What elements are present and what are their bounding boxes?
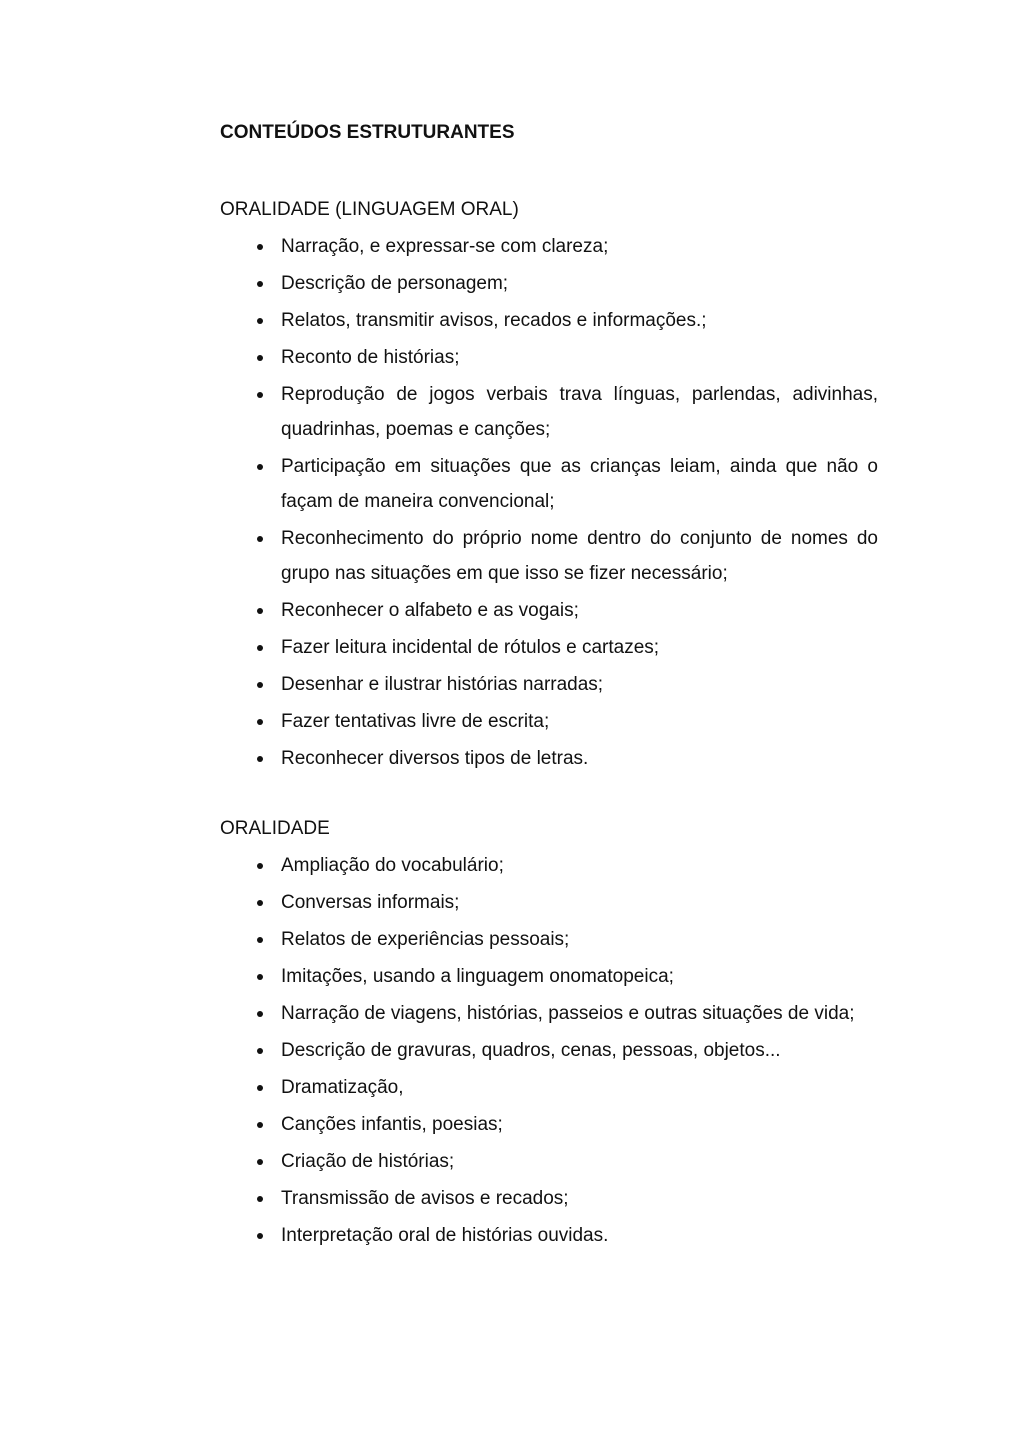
list-item — [220, 741, 878, 776]
list-item-text: Relatos de experiências pessoais; — [281, 929, 570, 950]
bullet-icon — [257, 281, 263, 287]
list-item — [220, 340, 878, 375]
bullet-icon — [257, 1196, 263, 1202]
bullet-icon — [257, 1085, 263, 1091]
list-item — [220, 1107, 878, 1142]
list-item — [220, 593, 878, 628]
list-item — [220, 704, 878, 739]
list-item-text: Interpretação oral de histórias ouvidas. — [281, 1225, 609, 1246]
list-item — [220, 229, 878, 264]
list-item — [220, 1218, 878, 1253]
list-item — [220, 1070, 878, 1105]
list-item-text: Ampliação do vocabulário; — [281, 855, 504, 876]
list-item — [220, 303, 878, 338]
list-item-text: Reconhecer diversos tipos de letras. — [281, 748, 589, 769]
list-item-text: Reprodução de jogos verbais trava línguas, parlendas, adivinhas, quadrinhas, poemas e canções; — [281, 384, 878, 440]
bullet-icon — [257, 608, 263, 614]
bullet-icon — [257, 244, 263, 250]
bullet-icon — [257, 1048, 263, 1054]
bullet-icon — [257, 756, 263, 762]
bullet-icon — [257, 900, 263, 906]
list-item-text: Reconto de histórias; — [281, 347, 460, 368]
list-item — [220, 1181, 878, 1216]
bullet-icon — [257, 974, 263, 980]
list-item-text: Reconhecer o alfabeto e as vogais; — [281, 600, 579, 621]
bullet-icon — [257, 1159, 263, 1165]
list-item — [220, 266, 878, 301]
section-heading-oralidade-linguagem-oral: ORALIDADE (LINGUAGEM ORAL) — [220, 199, 519, 220]
document-title: CONTEÚDOS ESTRUTURANTES — [220, 122, 515, 143]
list-item-text: Transmissão de avisos e recados; — [281, 1188, 569, 1209]
list-item — [220, 959, 878, 994]
list-item-text: Desenhar e ilustrar histórias narradas; — [281, 674, 604, 695]
list-item — [220, 630, 878, 665]
bullet-icon — [257, 1122, 263, 1128]
list-item-text: Descrição de personagem; — [281, 273, 509, 294]
list-item-text: Fazer tentativas livre de escrita; — [281, 711, 550, 732]
list-item — [220, 449, 878, 519]
bullet-icon — [257, 1011, 263, 1017]
bullet-icon — [257, 392, 263, 398]
list-item-text: Imitações, usando a linguagem onomatopeica; — [281, 966, 674, 987]
bullet-list-oralidade-linguagem-oral — [220, 229, 878, 776]
list-item-text: Canções infantis, poesias; — [281, 1114, 503, 1135]
list-item — [220, 996, 878, 1031]
bullet-icon — [257, 645, 263, 651]
bullet-list-oralidade — [220, 848, 878, 1253]
bullet-icon — [257, 682, 263, 688]
bullet-icon — [257, 719, 263, 725]
list-item-text: Relatos, transmitir avisos, recados e informações.; — [281, 310, 707, 331]
bullet-icon — [257, 464, 263, 470]
list-item — [220, 1033, 878, 1068]
list-item — [220, 521, 878, 591]
list-item-text: Dramatização, — [281, 1077, 404, 1098]
list-item — [220, 922, 878, 957]
list-item — [220, 1144, 878, 1179]
list-item — [220, 885, 878, 920]
list-item-text: Reconhecimento do próprio nome dentro do conjunto de nomes do grupo nas situações em que isso se fizer necessário; — [281, 528, 878, 584]
bullet-icon — [257, 318, 263, 324]
section-heading-oralidade: ORALIDADE — [220, 818, 330, 839]
list-item — [220, 848, 878, 883]
list-item-text: Narração, e expressar-se com clareza; — [281, 236, 609, 257]
list-item — [220, 377, 878, 447]
list-item-text: Participação em situações que as crianças leiam, ainda que não o façam de maneira convencional; — [281, 456, 878, 512]
bullet-icon — [257, 1233, 263, 1239]
list-item — [220, 667, 878, 702]
list-item-text: Narração de viagens, histórias, passeios e outras situações de vida; — [281, 1003, 855, 1024]
bullet-icon — [257, 355, 263, 361]
list-item-text: Conversas informais; — [281, 892, 460, 913]
bullet-icon — [257, 536, 263, 542]
list-item-text: Descrição de gravuras, quadros, cenas, pessoas, objetos... — [281, 1040, 781, 1061]
bullet-icon — [257, 937, 263, 943]
bullet-icon — [257, 863, 263, 869]
list-item-text: Criação de histórias; — [281, 1151, 455, 1172]
document-content — [220, 115, 878, 1253]
list-item-text: Fazer leitura incidental de rótulos e cartazes; — [281, 637, 660, 658]
